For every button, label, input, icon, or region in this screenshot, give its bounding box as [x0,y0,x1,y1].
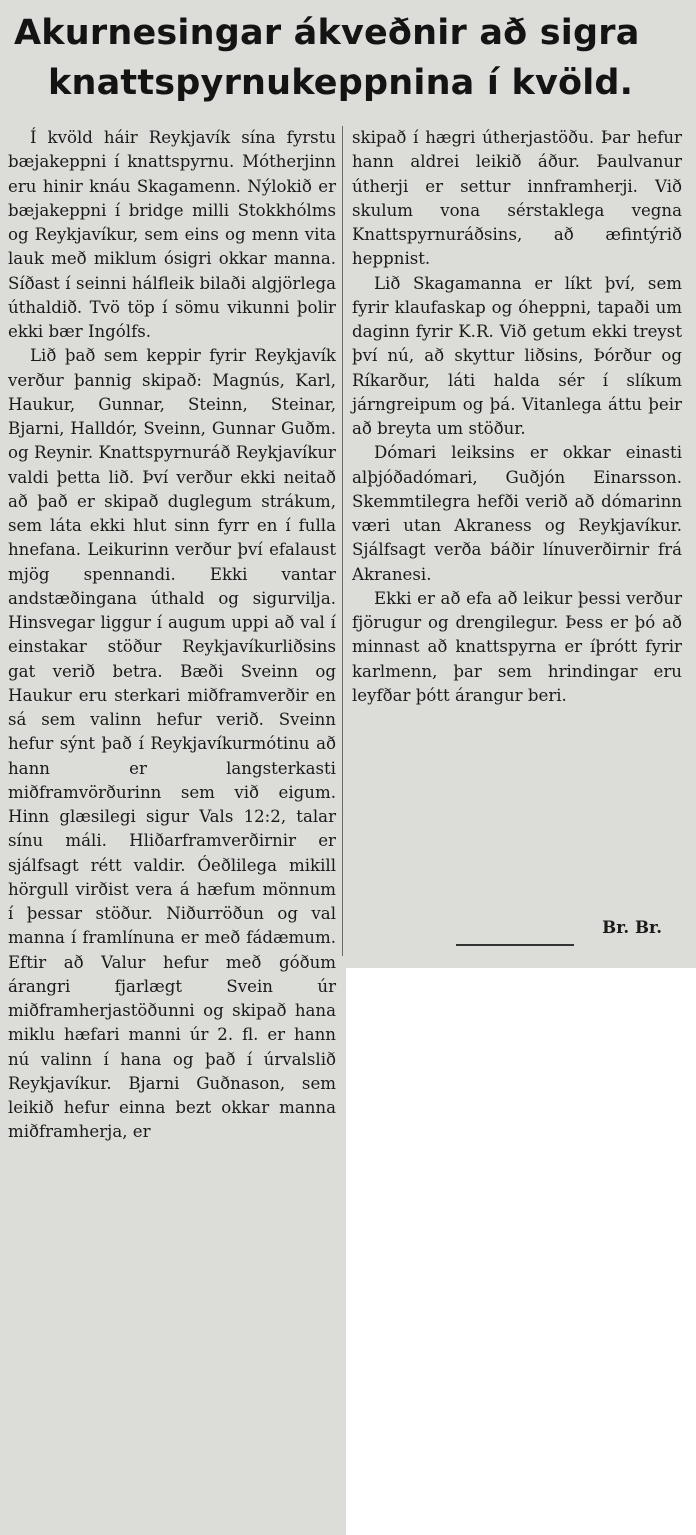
article-right-column [352,126,682,708]
paragraph: Í kvöld háir Reykjavík sína fyrstu bæjakeppni í knattspyrnu. Mótherjinn eru hinir knáu Skagamenn. Nýlokið er bæjakeppni í bridge milli Stokkhólms og Reykjavíkur, sem eins og menn vita lauk með miklum ósigri okkar manna. Síðast í seinni hálfleik bilaði algjörlega úthaldið. Tvö töp í sömu vikunni þolir ekki bær Ingólfs. [8,128,336,341]
author-signature: Br. Br. [602,917,662,937]
paragraph: skipað í hægri útherjastöðu. Þar hefur hann aldrei leikið áður. Þaulvanur útherji er settur innframherji. Við skulum vona sérstaklega vegna Knattspyrnuráðsins, að æfintýrið heppnist. [352,128,682,269]
paragraph: Lið það sem keppir fyrir Reykjavík verður þannig skipað: Magnús, Karl, Haukur, Gunnar, Steinn, Steinar, Bjarni, Halldór, Sveinn, Gunnar Guðm. og Reynir. Knattspyrnuráð Reykjavíkur valdi þetta lið. Því verður ekki neitað að það er skipað duglegum strákum, sem láta ekki hlut sinn fyrr en í fulla hnefana. Leikurinn verður því efalaust mjög spennandi. Ekki vantar andstæðingana úthald og sigurvilja. Hinsvegar liggur í augum uppi að val í einstakar stöður Reykjavíkurliðsins gat verið betra. Bæði Sveinn og Haukur eru sterkari miðframverðir en sá sem valinn hefur verið. Sveinn hefur sýnt það í Reykjavíkurmótinu að hann er langsterkasti miðframvörðurinn sem við eigum. Hinn glæsilegi sigur Vals 12:2, talar sínu máli. Hliðarframverðirnir er sjálfsagt rétt valdir. Óeðlilega mikill hörgull virðist vera á hæfum mönnum í þessar stöður. Niðurröðun og val manna í framlínuna er með fádæmum. Eftir að Valur hefur með góðum árangri fjarlægt Svein úr miðframherjastöðunni og skipað hana miklu hæfari manni úr 2. fl. er hann nú valinn í hana og það í úrvalslið Reykjavíkur. Bjarni Guðnason, sem leikið hefur einna bezt okkar manna miðframherja, er [8,346,336,1142]
headline-line-2: knattspyrnukeppnina í kvöld. [48,63,634,103]
article-left-column [8,126,336,1145]
headline-line-1: Akurnesingar ákveðnir að sigra [14,13,640,53]
column-divider [342,126,343,956]
headline [6,8,690,108]
paragraph: Dómari leiksins er okkar einasti alþjóðadómari, Guðjón Einarsson. Skemmtilegra hefði verið að dómarinn væri utan Akraness og Reykjavíkur. Sjálfsagt verða báðir línuverðirnir frá Akranesi. [352,443,682,584]
paragraph: Lið Skagamanna er líkt því, sem fyrir klaufaskap og óheppni, tapaði um daginn fyrir K.R. Við getum ekki treyst því nú, að skyttur liðsins, Þórður og Ríkarður, láti halda sér í slíkum járngreipum og þá. Vitanlega áttu þeir að breyta um stöður. [352,273,682,438]
end-of-article-rule [456,944,574,946]
paragraph: Ekki er að efa að leikur þessi verður fjörugur og drengilegur. Þess er þó að minnast að knattspyrna er íþrótt fyrir karlmenn, þar sem hrindingar eru leyfðar þótt árangur beri. [352,588,682,705]
